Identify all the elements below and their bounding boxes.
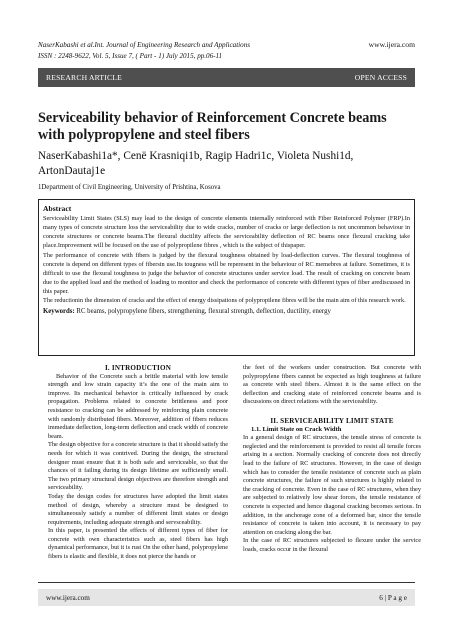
journal-citation-line2: ISSN : 2248-9622, Vol. 5, Issue 7, ( Part - 1) July 2015, pp.06-11 [38, 52, 223, 60]
body-paragraph: Today the design codes for structures have adopted the limit states method of design, whereby a structure must be designed to simultaneously satisfy a number of different limit states or design requirements, including adequate strength and servsceability. [48, 492, 228, 526]
body-paragraph: In a general design of RC structures, the tensile stress of concrete is neglected and the reinforcement is provided to resist all tensile forces arising in a section. Normally cracking of concrete does not directly lead to the failure of RC structures. However, in the case of design which has to consider the tensile resistance of concrete such as plain concrete structures, the failure of such structures is highly related to the cracking of concrete. Even in the case of RC structures, when they are subjected to relatively low shear forces, the tensile resistance of concrete is expected and hence diagonal cracking becomes serious. In addition, in the anchorage zone of a deformed bar, since the tensile resistance of concrete is taken into account, it is necessary to pay attention on cracking along the bar. [243, 434, 421, 536]
body-paragraph: Behavior of the Concrete such a brittle material with low tensile strength and low strain capacity it’s the one of the main aim to improve. Its mechanical behavior is critically influenced by crack propagation. Problems related to concrete brittleness and poor resistance to cracking can be addressed by reinforcing plain concrete with randomly distributed fibers. Moreover, addition of fibers reduces immediate deflection, long-term deflection and crack width of concrete beam. [48, 372, 228, 440]
right-column [243, 364, 421, 554]
article-type-label: RESEARCH ARTICLE [46, 73, 122, 82]
journal-citation-line1: NaserKabashi et al.Int. Journal of Engineering Research and Applications [38, 41, 251, 49]
abstract-paragraph: The performance of concrete with fibers is judged by the flexural toughness obtained by load-deflection curves. The flexural toughness of concrete is depend on different types of fibersin use.Its tougness will be reperesent in the behaviour of RC memebres at failure. Sometimes, it is difficult to use the flexural toughness to judge the behavior of concrete structures under service load. The result of cracking on concrete beam due to the applied load and the method of loading to monitor and check the performance of concrete with different types of fiber arediscussed in this paper. [43, 251, 410, 296]
section-gap [243, 407, 421, 417]
abstract-body [43, 214, 410, 306]
keywords-line [43, 307, 410, 316]
page-number: 6 | P a g e [379, 593, 407, 602]
abstract-box [38, 199, 415, 356]
keywords-label: Keywords: [43, 307, 75, 315]
open-access-label: OPEN ACCESS [354, 73, 407, 82]
paper-title: Serviceability behavior of Reinforcement Concrete beams with polypropylene and steel fibers [38, 110, 387, 143]
author-list: NaserKabashi1a*, Cenë Krasniqi1b, Ragip Hadri1c, Violeta Nushi1d, ArtonDautaj1e [38, 150, 354, 177]
section-heading-serviceability: II. SERVICEABILITY LIMIT STATE [270, 416, 394, 425]
author-affiliation: 1Department of Civil Engineering, University of Prishtina, Kosova [38, 184, 221, 191]
header-website-link[interactable]: www.ijera.com [368, 40, 415, 49]
section-heading-introduction: I. INTRODUCTION [104, 364, 172, 372]
abstract-paragraph: Serviceability Limit States (SLS) may lead to the design of concrete elements internally reinforced with Fiber Reinforced Polymer (FRP).In many types of concrete structure loss the serviceability due to wide cracks, number of cracks or large deflection is not uncommon behaviour in concrete structures or concrete beams.The flexural ductility affects the serviceability deflection of RC beams once flexural cracking take place.Improvement will be focused on the use of polypropilene fibres , which is the subject of thispaper. [43, 215, 410, 250]
keywords-text: RC beams, polypropylene fibers, strengthening, flexural strength, deflection, ductility, energy [74, 307, 331, 315]
footer-bar [38, 589, 415, 606]
body-paragraph: In this paper, is presented the effects of different types of fiber for concrete with own characteristics such as, steel fibers has high dynamical performance, but it is rust On the other hand, polypropylene fibers is elastic and flexible, it does not pierce the hands or [48, 527, 228, 561]
journal-citation [38, 40, 318, 62]
footer-divider [38, 582, 415, 583]
article-type-band [38, 68, 415, 87]
abstract-paragraph: The reductionin the dimension of cracks and the effect of energy dissipations of polypropilene fibres will be the main aim of this research work. [43, 297, 406, 305]
body-paragraph: In the case of RC structures subjected to flexure under the service loads, cracks occur in the flexural [243, 537, 421, 553]
subsection-heading-crack-width: 1.1. Limit State on Crack Width [251, 425, 342, 433]
body-paragraph: The design objective for a concrete structure is that it should satisfy the needs for which it was contrived. During the design, the structural designer must ensure that it is both safe and serviceable, so that the chances of it failing during its design lifetime are sufficiently small. The two primary structural design objectives are therefore strength and serviceability. [48, 441, 228, 492]
abstract-heading: Abstract [43, 204, 72, 213]
left-column [48, 364, 228, 562]
footer-website-link[interactable]: www.ijera.com [46, 593, 90, 602]
body-paragraph: the feet of the workers under construction. But concrete with polypropylene fibers cannot be expected as high toughness at failure as concrete with steel fibers. Almost it is the same effect on the deflection and cracking state of reinforced concrete beams and is discussions on direct relations with the serviceability. [243, 364, 421, 406]
